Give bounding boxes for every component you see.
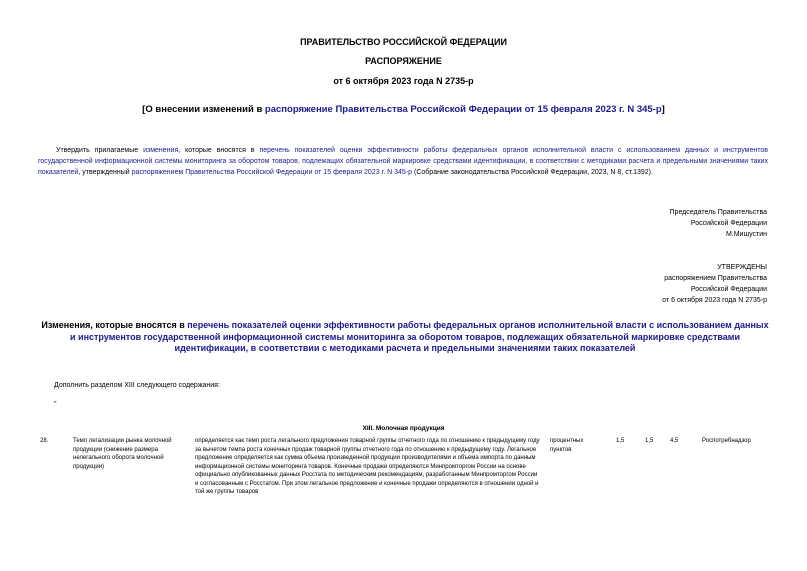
value-1: 1,5	[616, 438, 625, 444]
document-date-number: от 6 октября 2023 года N 2735-р	[333, 76, 474, 86]
intro-text-2: , которые вносятся в	[178, 147, 260, 154]
approval-line-2: распоряжением Правительства	[664, 275, 767, 282]
document-type: РАСПОРЯЖЕНИЕ	[365, 56, 442, 66]
signature-block	[670, 207, 767, 240]
approval-line-3: Российской Федерации	[690, 286, 767, 293]
signature-line-1: Председатель Правительства	[669, 209, 767, 216]
responsible-agency: Роспотребнадзор	[702, 438, 751, 444]
title-suffix: ]	[661, 104, 665, 115]
changes-heading-prefix: Изменения, которые вносятся в	[41, 320, 188, 330]
indicator-definition: определяется как темп роста легального предложения товарной группы отчетного года по отношению к предыдущему году за вычетом темпа роста конечных продаж товарной группы отчетного года по отношению к предыдущему году. Легальное предложение определяется как сумма объема произведенной продукции производителями и объема импорта по данным информационной системы мониторинга товаров. Конечные продажи определяются Минпромторгом России на основе официально опубликованных данных Росстата по методическим рекомендациям, разработанным Минпромторгом России и согласованным с Росстатом. При этом легальное предложение и конечные продажи определяются в отношении одной и той же группы товаров	[195, 438, 540, 495]
indicator-name: Темп легализации рынка молочной продукции (снижение размера нелегального оборота молочной продукции)	[73, 438, 172, 470]
value-3: 4,5	[670, 438, 679, 444]
signature-line-2: Российской Федерации	[690, 220, 767, 227]
approval-block	[662, 262, 767, 306]
intro-text-1: Утвердить прилагаемые	[56, 147, 144, 154]
title-link[interactable]: распоряжение Правительства Российской Федерации от 15 февраля 2023 г. N 345-р	[264, 104, 662, 115]
document-title	[0, 104, 807, 115]
changes-heading	[40, 320, 770, 355]
changes-heading-link[interactable]: перечень показателей оценки эффективности работы федеральных органов исполнительной власти с использованием данных и инструментов государственной информационной системы мониторинга за оборотом товаров, подлежащих обязательной маркировке средствами идентификации, в соответствии с методиками расчета и предельными значениями таких показателей	[70, 320, 769, 353]
approval-line-4: от 6 октября 2023 года N 2735-р	[662, 297, 767, 304]
quote-mark: "	[54, 401, 57, 408]
government-header: ПРАВИТЕЛЬСТВО РОССИЙСКОЙ ФЕДЕРАЦИИ	[300, 37, 507, 47]
indicator-list-link[interactable]: перечень показателей оценки эффективности работы федеральных органов исполнительной власти с использованием данных и инструментов государственной информационной системы мониторинга за оборотом товаров, подлежащих обязательной маркировке средствами идентификации, в соответствии с методиками расчета и предельными значениями таких показателей	[38, 147, 768, 176]
order-link[interactable]: распоряжением Правительства Российской Федерации от 15 февраля 2023 г. N 345-р	[131, 169, 413, 176]
changes-link[interactable]: изменения	[143, 147, 179, 154]
section-title: XIII. Молочная продукция	[362, 425, 445, 432]
add-section-text: Дополнить разделом XIII следующего содержания:	[54, 382, 220, 389]
row-number: 28.	[40, 438, 49, 444]
signature-line-3: М.Мишустин	[725, 231, 767, 238]
intro-paragraph	[38, 145, 768, 178]
approval-line-1: УТВЕРЖДЕНЫ	[717, 264, 767, 271]
title-prefix: [О внесении изменений в	[142, 104, 265, 115]
value-2: 1,5	[645, 438, 654, 444]
intro-text-4: (Собрание законодательства Российской Федерации, 2023, N 8, ст.1392).	[412, 169, 653, 176]
intro-text-3: , утвержденный	[78, 169, 132, 176]
indicator-unit: процентных пунктов	[550, 438, 584, 453]
